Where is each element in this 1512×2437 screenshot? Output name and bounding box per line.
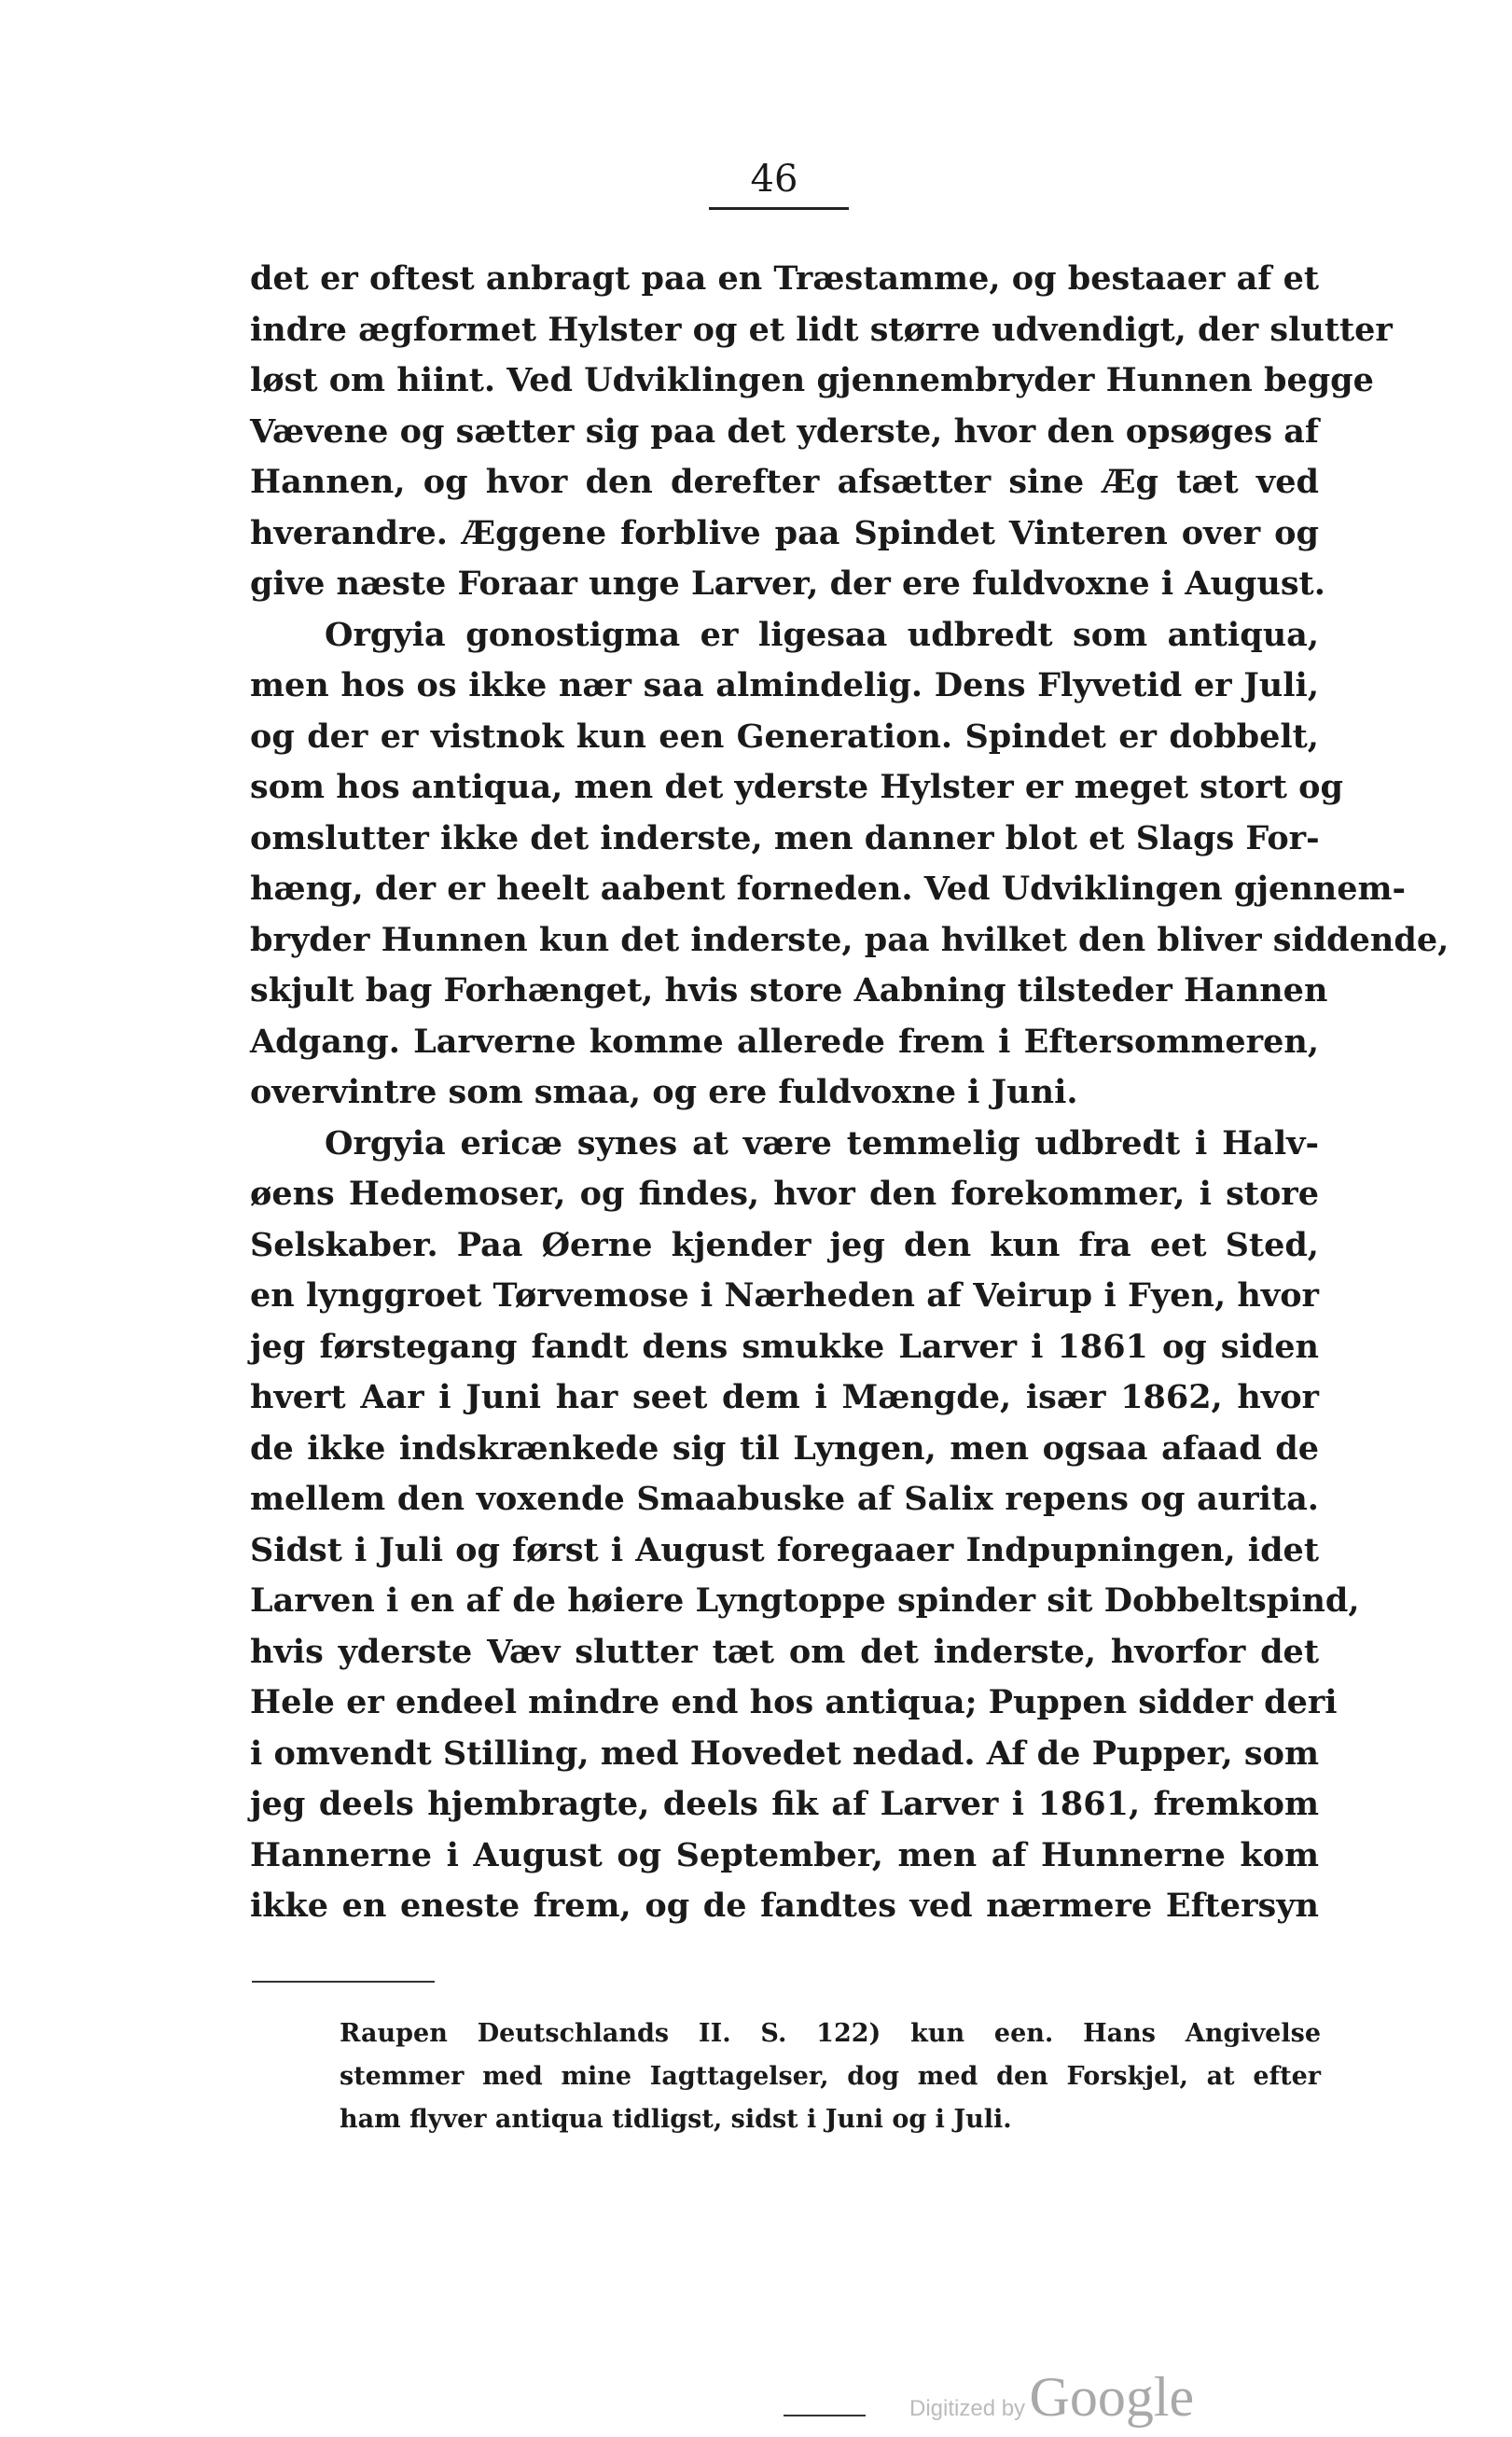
digitized-by-google-watermark bbox=[909, 2365, 1194, 2430]
body-line: som hos antiqua, men det yderste Hylster er meget stort og bbox=[250, 768, 1343, 806]
body-line: hverandre. Æggene forblive paa Spindet Vinteren over og bbox=[250, 513, 1319, 552]
body-line: mellem den voxende Smaabuske af Salix repens og aurita. bbox=[250, 1480, 1319, 1518]
body-line: Hele er endeel mindre end hos antiqua; Puppen sidder deri bbox=[250, 1683, 1338, 1721]
body-line: overvintre som smaa, og ere fuldvoxne i Juni. bbox=[250, 1073, 1078, 1111]
body-line: Larven i en af de høiere Lyngtoppe spinder sit Dobbeltspind, bbox=[250, 1581, 1360, 1620]
body-line: Sidst i Juli og først i August foregaaer Indpupningen, idet bbox=[250, 1530, 1319, 1569]
body-line: Orgyia ericæ synes at være temmelig udbredt i Halv- bbox=[325, 1123, 1319, 1163]
page-number-underline bbox=[709, 207, 849, 210]
footnote bbox=[340, 2012, 1321, 2141]
body-line: de ikke indskrænkede sig til Lyngen, men ogsaa afaad de bbox=[250, 1428, 1319, 1468]
page-number: 46 bbox=[750, 158, 798, 201]
body-line: Orgyia gonostigma er ligesaa udbredt som antiqua, bbox=[325, 615, 1319, 654]
body-line: ikke en eneste frem, og de fandtes ved nærmere Eftersyn bbox=[250, 1887, 1319, 1925]
body-line: skjult bag Forhænget, hvis store Aabning tilsteder Hannen bbox=[250, 971, 1328, 1010]
body-line: løst om hiint. Ved Udviklingen gjennembryder Hunnen begge bbox=[250, 361, 1374, 399]
body-line: Selskaber. Paa Øerne kjender jeg den kun fra eet Sted, bbox=[250, 1225, 1319, 1264]
body-line: øens Hedemoser, og findes, hvor den forekommer, i store bbox=[250, 1175, 1319, 1213]
body-line: Vævene og sætter sig paa det yderste, hvor den opsøges af bbox=[250, 411, 1319, 451]
body-line: indre ægformet Hylster og et lidt større udvendigt, der slutter bbox=[250, 310, 1393, 349]
body-line: hvis yderste Væv slutter tæt om det inderste, hvorfor det bbox=[250, 1632, 1319, 1671]
body-line: hvert Aar i Juni har seet dem i Mængde, især 1862, hvor bbox=[250, 1378, 1319, 1416]
body-line: Hannen, og hvor den derefter afsætter sine Æg tæt ved bbox=[250, 463, 1319, 501]
body-line: og der er vistnok kun een Generation. Spindet er dobbelt, bbox=[250, 717, 1319, 756]
body-line: i omvendt Stilling, med Hovedet nedad. Af de Pupper, som bbox=[250, 1734, 1319, 1773]
body-text bbox=[250, 254, 1450, 1932]
body-line: Hannerne i August og September, men af Hunnerne kom bbox=[250, 1835, 1319, 1874]
body-line: en lynggroet Tørvemose i Nærheden af Veirup i Fyen, hvor bbox=[250, 1276, 1319, 1315]
footnote-line: stemmer med mine Iagttagelser, dog med den Forskjel, at efter bbox=[340, 2062, 1321, 2091]
footnote-separator bbox=[252, 1981, 435, 1983]
body-line: men hos os ikke nær saa almindelig. Dens Flyvetid er Juli, bbox=[250, 666, 1319, 704]
body-line: jeg førstegang fandt dens smukke Larver i 1861 og siden bbox=[250, 1327, 1319, 1366]
watermark-prefix: Digitized by bbox=[909, 2396, 1026, 2421]
body-line: Adgang. Larverne komme allerede frem i Eftersommeren, bbox=[250, 1022, 1319, 1061]
body-line: det er oftest anbragt paa en Træstamme, og bestaaer af et bbox=[250, 259, 1319, 298]
body-line: give næste Foraar unge Larver, der ere fuldvoxne i August. bbox=[250, 564, 1325, 603]
body-line: bryder Hunnen kun det inderste, paa hvilket den bliver siddende, bbox=[250, 920, 1450, 959]
body-line: hæng, der er heelt aabent forneden. Ved Udviklingen gjennem- bbox=[250, 870, 1407, 908]
footnote-line: Raupen Deutschlands II. S. 122) kun een. Hans Angivelse bbox=[340, 2019, 1321, 2048]
body-line: omslutter ikke det inderste, men danner blot et Slags For- bbox=[250, 818, 1320, 857]
footnote-line: ham flyver antiqua tidligst, sidst i Juni og i Juli. bbox=[340, 2105, 1012, 2134]
footer-dash bbox=[784, 2415, 866, 2416]
google-logo: Google bbox=[1029, 2366, 1195, 2428]
body-line: jeg deels hjembragte, deels fik af Larver i 1861, fremkom bbox=[250, 1785, 1319, 1823]
